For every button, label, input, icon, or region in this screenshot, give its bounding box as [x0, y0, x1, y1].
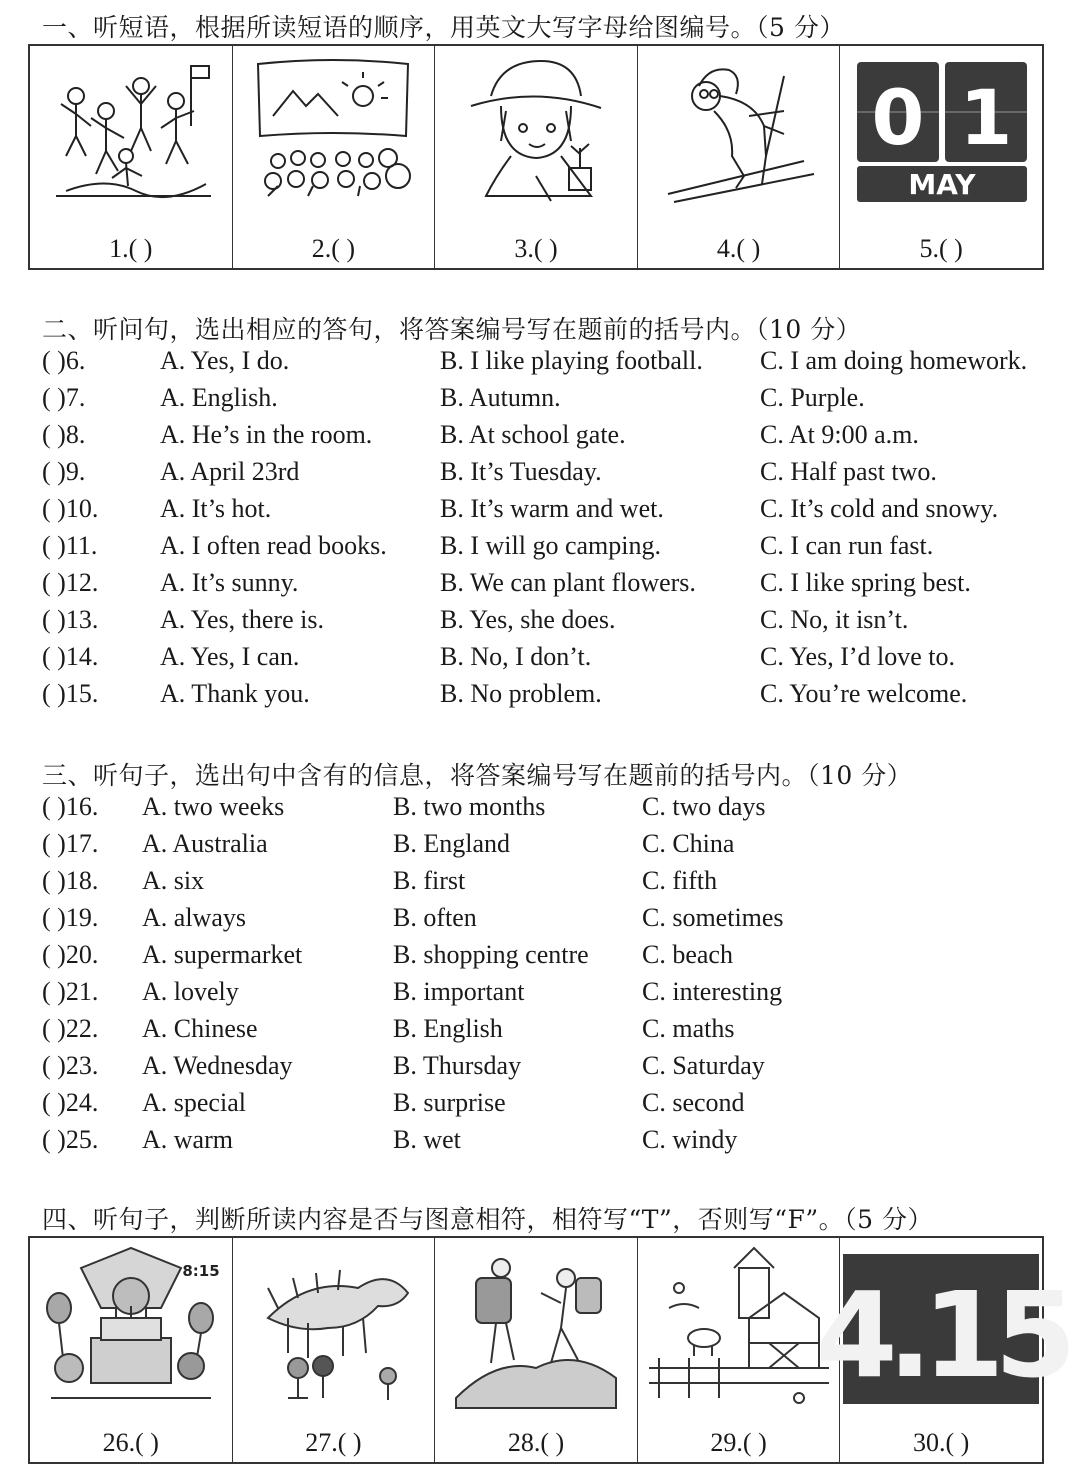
option-a: A. Yes, there is.: [160, 605, 324, 634]
picture-label-26: 26.( ): [102, 1428, 159, 1457]
option-b: B. shopping centre: [393, 940, 589, 969]
option-a: A. Yes, I can.: [160, 642, 300, 671]
question-row: [0, 494, 1080, 531]
question-row: [0, 940, 1080, 977]
option-a: A. English.: [160, 383, 278, 412]
option-c: C. You’re welcome.: [760, 679, 968, 708]
picture-cell-27: [233, 1238, 436, 1462]
picture-cell-1: [30, 46, 233, 268]
skiing-picture-icon: [654, 56, 824, 206]
picture-label-2: 2.( ): [311, 234, 356, 263]
section-1-picture-table: [28, 44, 1044, 270]
option-c: C. two days: [642, 792, 766, 821]
picture-cell-2: [233, 46, 436, 268]
option-a: A. six: [142, 866, 205, 895]
party-clock-time: 8:15: [182, 1262, 220, 1280]
option-a: A. Wednesday: [142, 1051, 293, 1080]
option-b: B. We can plant flowers.: [440, 568, 696, 597]
question-row: [0, 1014, 1080, 1051]
picture-cell-26: [30, 1238, 233, 1462]
option-b: B. English: [393, 1014, 503, 1043]
picture-label-5: 5.( ): [919, 234, 963, 263]
picture-cell-29: [638, 1238, 841, 1462]
picture-cell-3: [435, 46, 638, 268]
question-number: ( )18.: [42, 866, 99, 895]
option-a: A. Thank you.: [160, 679, 310, 708]
question-number: ( )16.: [42, 792, 99, 821]
option-a: A. Yes, I do.: [160, 346, 290, 375]
picture-label-30: 30.( ): [913, 1428, 970, 1457]
question-row: [0, 1088, 1080, 1125]
question-row: [0, 679, 1080, 716]
option-a: A. lovely: [142, 977, 239, 1006]
question-row: [0, 346, 1080, 383]
question-number: ( )7.: [42, 383, 86, 412]
calendar-digit-right: 1: [959, 73, 1013, 162]
question-number: ( )9.: [42, 457, 86, 486]
question-number: ( )22.: [42, 1014, 99, 1043]
option-b: B. It’s Tuesday.: [440, 457, 602, 486]
question-number: ( )20.: [42, 940, 99, 969]
question-row: [0, 531, 1080, 568]
question-row: [0, 1051, 1080, 1088]
picture-label-28: 28.( ): [507, 1428, 565, 1457]
option-c: C. China: [642, 829, 735, 858]
picture-label-3: 3.( ): [514, 234, 558, 263]
option-b: B. two months: [393, 792, 546, 821]
option-b: B. important: [393, 977, 525, 1006]
sports-race-picture-icon: [46, 56, 216, 206]
section-4-picture-table: [28, 1236, 1067, 1464]
option-c: C. No, it isn’t.: [760, 605, 909, 634]
date-sign-picture-icon: [815, 1248, 1067, 1408]
option-c: C. second: [642, 1088, 745, 1117]
question-row: [0, 568, 1080, 605]
question-row: [0, 977, 1080, 1014]
option-a: A. warm: [142, 1125, 233, 1154]
option-b: B. wet: [393, 1125, 461, 1154]
option-b: B. I like playing football.: [440, 346, 703, 375]
option-b: B. No problem.: [440, 679, 602, 708]
picture-cell-28: [435, 1238, 638, 1462]
option-c: C. I can run fast.: [760, 531, 934, 560]
question-number: ( )11.: [42, 531, 98, 560]
picture-label-4: 4.( ): [716, 234, 761, 263]
option-a: A. always: [142, 903, 246, 932]
question-row: [0, 420, 1080, 457]
section-1-title: 一、听短语，根据所读短语的顺序，用英文大写字母给图编号。（5 分）: [42, 13, 845, 42]
section-3-title: 三、听句子，选出句中含有的信息，将答案编号写在题前的括号内。（10 分）: [42, 761, 913, 790]
option-b: B. first: [393, 866, 466, 895]
question-row: [0, 829, 1080, 866]
question-row: [0, 642, 1080, 679]
option-b: B. Autumn.: [440, 383, 561, 412]
option-c: C. Half past two.: [760, 457, 937, 486]
question-number: ( )12.: [42, 568, 99, 597]
option-b: B. Yes, she does.: [440, 605, 616, 634]
option-c: C. Saturday: [642, 1051, 765, 1080]
birthday-party-picture-icon: [41, 1248, 221, 1408]
section-2-title: 二、听问句，选出相应的答句，将答案编号写在题前的括号内。（10 分）: [42, 315, 862, 344]
section-4-title: 四、听句子，判断所读内容是否与图意相符，相符写“T”，否则写“F”。（5 分）: [42, 1205, 933, 1234]
question-row: [0, 457, 1080, 494]
option-b: B. I will go camping.: [440, 531, 661, 560]
calendar-may-picture-icon: [851, 56, 1031, 206]
picture-cell-5: [840, 46, 1042, 268]
question-row: [0, 866, 1080, 903]
question-number: ( )8.: [42, 420, 86, 449]
option-c: C. Yes, I’d love to.: [760, 642, 956, 671]
question-number: ( )24.: [42, 1088, 99, 1117]
hiking-picture-icon: [456, 1248, 616, 1408]
question-row: [0, 383, 1080, 420]
option-c: C. beach: [642, 940, 733, 969]
option-c: C. interesting: [642, 977, 783, 1006]
farm-picture-icon: [649, 1248, 829, 1408]
question-number: ( )21.: [42, 977, 99, 1006]
option-a: A. supermarket: [142, 940, 303, 969]
option-b: B. often: [393, 903, 477, 932]
girl-planting-picture-icon: [451, 56, 621, 206]
option-a: A. April 23rd: [160, 457, 300, 486]
question-number: ( )15.: [42, 679, 99, 708]
question-row: [0, 792, 1080, 829]
option-a: A. It’s hot.: [160, 494, 272, 523]
question-number: ( )6.: [42, 346, 86, 375]
option-b: B. surprise: [393, 1088, 506, 1117]
question-number: ( )19.: [42, 903, 99, 932]
option-a: A. two weeks: [142, 792, 285, 821]
question-number: ( )13.: [42, 605, 99, 634]
question-row: [0, 605, 1080, 642]
option-b: B. No, I don’t.: [440, 642, 592, 671]
picture-cell-30: [815, 1238, 1067, 1462]
option-a: A. Chinese: [142, 1014, 258, 1043]
question-number: ( )14.: [42, 642, 99, 671]
option-b: B. At school gate.: [440, 420, 626, 449]
option-a: A. special: [142, 1088, 246, 1117]
question-row: [0, 903, 1080, 940]
option-c: C. windy: [642, 1125, 738, 1154]
question-number: ( )23.: [42, 1051, 99, 1080]
calendar-digit-left: 0: [871, 73, 925, 162]
date-sign-text: 4.15: [815, 1266, 1067, 1404]
option-b: B. It’s warm and wet.: [440, 494, 664, 523]
picture-label-1: 1.( ): [109, 234, 153, 263]
option-c: C. sometimes: [642, 903, 784, 932]
question-number: ( )10.: [42, 494, 99, 523]
option-a: A. He’s in the room.: [160, 420, 373, 449]
picture-label-29: 29.( ): [710, 1428, 767, 1457]
option-c: C. maths: [642, 1014, 735, 1043]
option-c: C. Purple.: [760, 383, 865, 412]
option-a: A. It’s sunny.: [160, 568, 299, 597]
question-number: ( )25.: [42, 1125, 99, 1154]
dinosaur-museum-picture-icon: [248, 1248, 418, 1408]
option-b: B. England: [393, 829, 510, 858]
option-c: C. I like spring best.: [760, 568, 971, 597]
option-c: C. It’s cold and snowy.: [760, 494, 999, 523]
option-a: A. I often read books.: [160, 531, 387, 560]
option-b: B. Thursday: [393, 1051, 522, 1080]
option-a: A. Australia: [142, 829, 268, 858]
option-c: C. fifth: [642, 866, 718, 895]
question-number: ( )17.: [42, 829, 99, 858]
question-row: [0, 1125, 1080, 1162]
picture-label-27: 27.( ): [305, 1428, 362, 1457]
option-c: C. At 9:00 a.m.: [760, 420, 919, 449]
picture-cell-4: [638, 46, 841, 268]
calendar-month: MAY: [908, 168, 976, 201]
cinema-screen-picture-icon: [248, 56, 418, 206]
option-c: C. I am doing homework.: [760, 346, 1028, 375]
